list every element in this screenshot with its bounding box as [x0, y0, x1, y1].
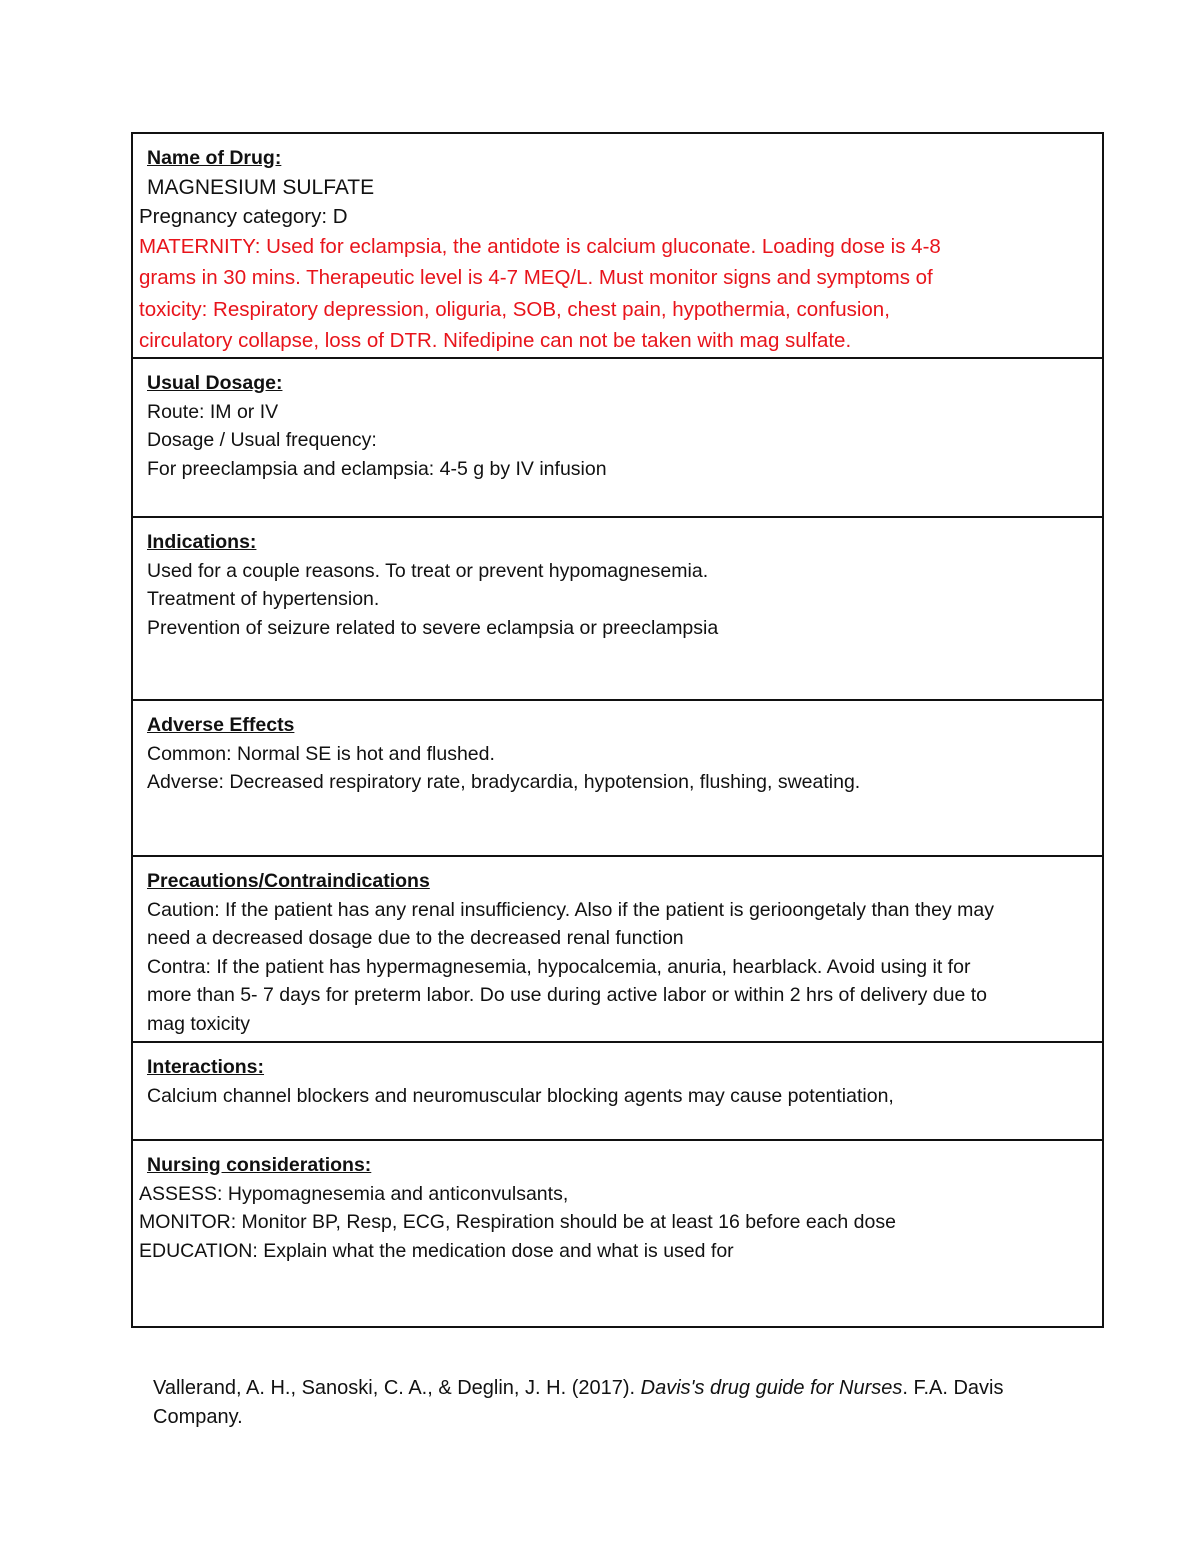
usual-dosage-heading: Usual Dosage: [147, 372, 283, 394]
adverse-effects-section [133, 701, 1102, 857]
citation [153, 1374, 1093, 1432]
maternity-line-1: MATERNITY: Used for eclampsia, the antidote is calcium gluconate. Loading dose is 4-8 [139, 234, 941, 258]
maternity-line-3: toxicity: Respiratory depression, oliguria, SOB, chest pain, hypothermia, confusion, [139, 297, 890, 321]
precautions-section [133, 857, 1102, 1043]
interactions-section [133, 1043, 1102, 1141]
adverse-effects-heading: Adverse Effects [147, 714, 295, 736]
dosage-frequency-label: Dosage / Usual frequency: [147, 429, 377, 452]
indication-line-1: Used for a couple reasons. To treat or prevent hypomagnesemia. [147, 559, 709, 582]
drug-card-table [131, 132, 1104, 1328]
pregnancy-category: Pregnancy category: D [139, 204, 348, 228]
indication-line-3: Prevention of seizure related to severe eclampsia or preeclampsia [147, 616, 719, 639]
precaution-line-3: Contra: If the patient has hypermagnesemia, hypocalcemia, anuria, hearblack. Avoid using it for [147, 955, 971, 978]
citation-authors: Vallerand, A. H., Sanoski, C. A., & Deglin, J. H. (2017). [153, 1377, 641, 1399]
citation-title: Davis's drug guide for Nurses [640, 1377, 903, 1399]
adverse-adverse: Adverse: Decreased respiratory rate, bradycardia, hypotension, flushing, sweating. [147, 771, 861, 794]
maternity-line-4: circulatory collapse, loss of DTR. Nifedipine can not be taken with mag sulfate. [139, 329, 852, 353]
name-of-drug-section [133, 134, 1102, 359]
dosage-detail: For preeclampsia and eclampsia: 4-5 g by IV infusion [147, 457, 607, 480]
usual-dosage-section [133, 359, 1102, 518]
nursing-assess: ASSESS: Hypomagnesemia and anticonvulsants, [139, 1182, 569, 1205]
citation-publisher: . F.A. Davis Company. [153, 1377, 1004, 1428]
name-of-drug-heading: Name of Drug: [147, 147, 282, 169]
nursing-monitor: MONITOR: Monitor BP, Resp, ECG, Respiration should be at least 16 before each dose [139, 1211, 896, 1234]
precaution-line-2: need a decreased dosage due to the decreased renal function [147, 927, 684, 950]
nursing-considerations-heading: Nursing considerations: [147, 1154, 372, 1176]
maternity-line-2: grams in 30 mins. Therapeutic level is 4-7 MEQ/L. Must monitor signs and symptoms of [139, 266, 933, 290]
precaution-line-1: Caution: If the patient has any renal insufficiency. Also if the patient is gerioongetaly than they may [147, 898, 994, 921]
interactions-heading: Interactions: [147, 1056, 265, 1078]
nursing-considerations-section [133, 1141, 1102, 1326]
indications-section [133, 518, 1102, 701]
indication-line-2: Treatment of hypertension. [147, 588, 380, 611]
drug-name: MAGNESIUM SULFATE [147, 175, 375, 199]
adverse-common: Common: Normal SE is hot and flushed. [147, 742, 495, 765]
dosage-route: Route: IM or IV [147, 400, 279, 423]
indications-heading: Indications: [147, 531, 257, 553]
nursing-education: EDUCATION: Explain what the medication dose and what is used for [139, 1239, 734, 1262]
precaution-line-4: more than 5- 7 days for preterm labor. Do use during active labor or within 2 hrs of delivery due to [147, 984, 988, 1007]
interaction-line-1: Calcium channel blockers and neuromuscular blocking agents may cause potentiation, [147, 1084, 894, 1107]
precaution-line-5: mag toxicity [147, 1012, 250, 1035]
precautions-heading: Precautions/Contraindications [147, 870, 430, 892]
